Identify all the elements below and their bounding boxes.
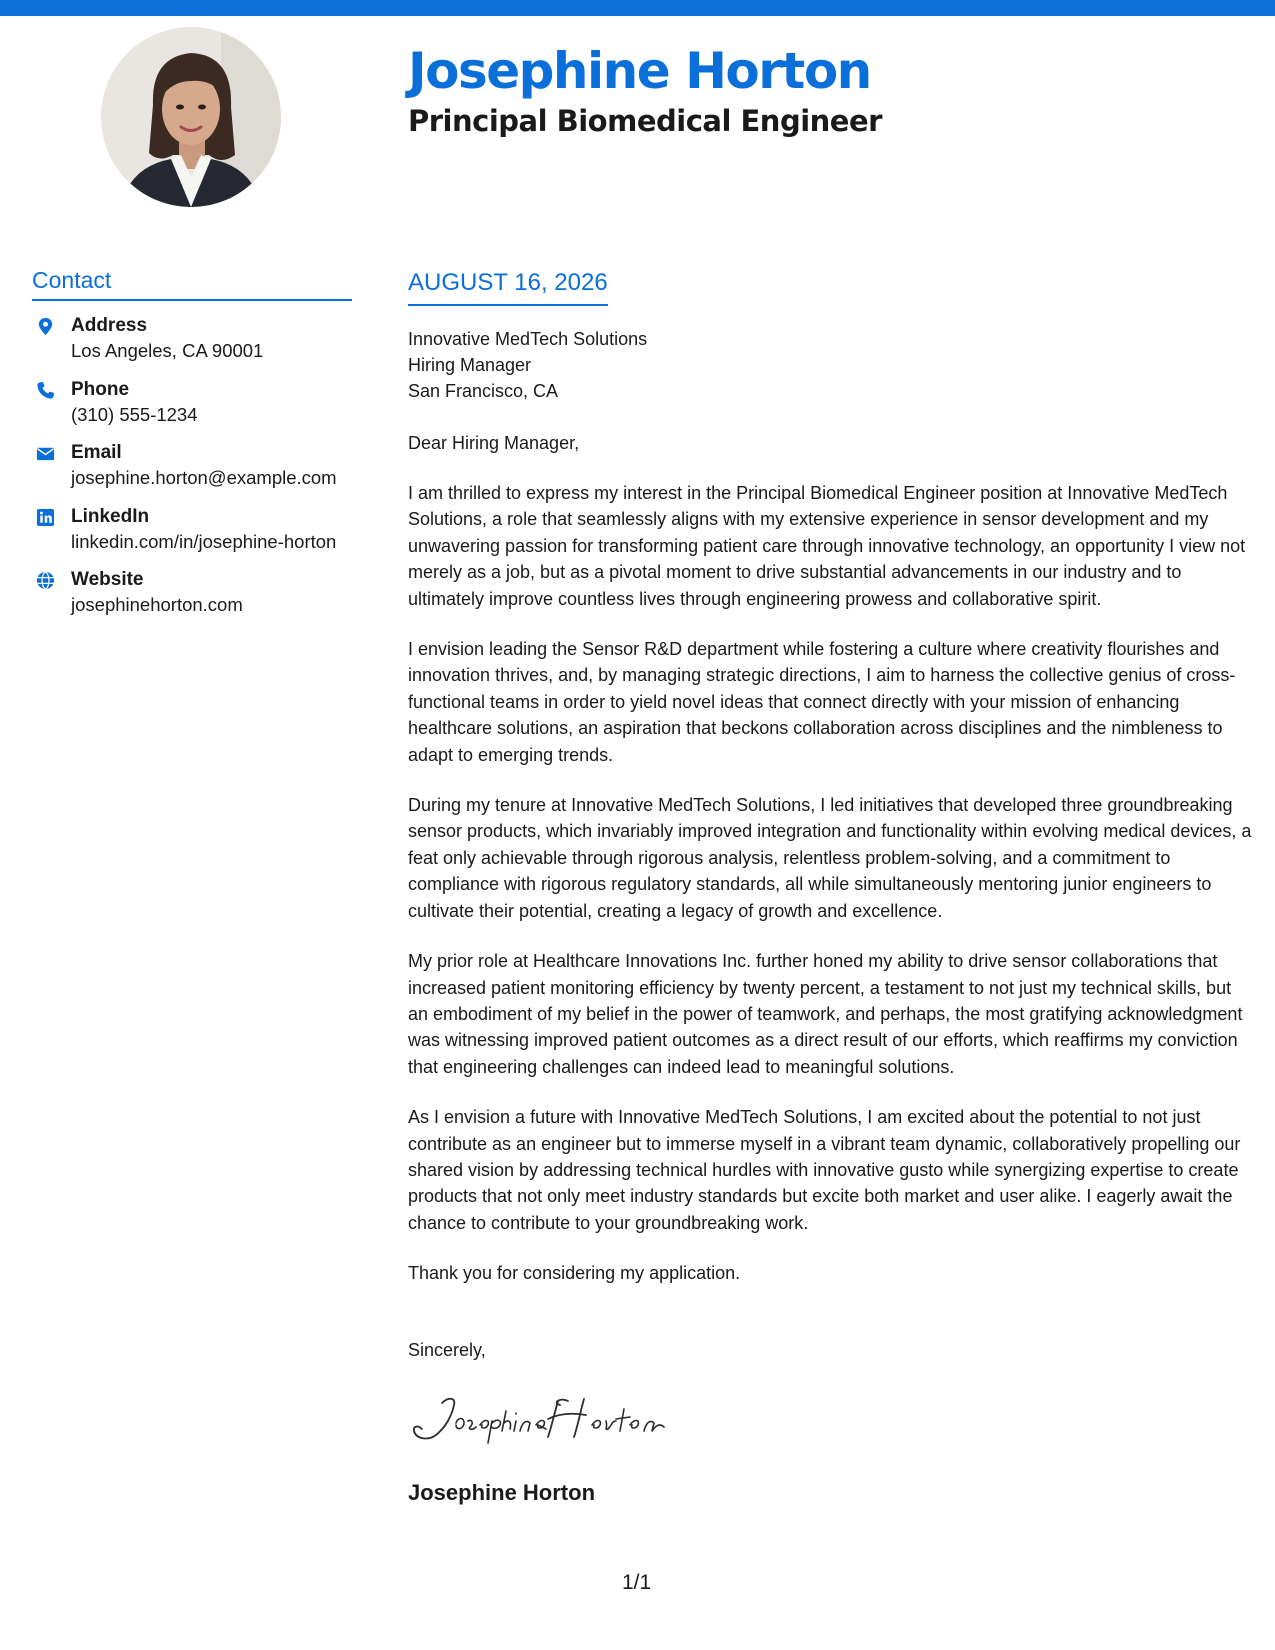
signer-name: Josephine Horton [408, 1479, 596, 1505]
contact-value: Los Angeles, CA 90001 [71, 340, 264, 361]
envelope-icon [36, 444, 55, 463]
recipient-company: Innovative MedTech Solutions [408, 329, 648, 349]
applicant-title: Principal Biomedical Engineer [408, 104, 882, 138]
handwritten-signature [408, 1391, 668, 1447]
applicant-name: Josephine Horton [408, 42, 871, 100]
letter-paragraphs [408, 480, 1253, 1287]
contact-label: LinkedIn [71, 505, 150, 527]
recipient-location: San Francisco, CA [408, 381, 559, 401]
globe-icon [36, 571, 55, 590]
letter-greeting: Dear Hiring Manager, [408, 433, 580, 453]
contact-label: Email [71, 442, 122, 463]
contact-item-linkedin [32, 505, 352, 569]
letter-paragraph: During my tenure at Innovative MedTech Solutions, I led initiatives that developed three groundbreaking sensor products, which invariably improved integration and functionality within evolving medical devices, a feat only achievable through rigorous analysis, relentless problem-solving, and a commitment to compliance with rigorous regulatory standards, all while simultaneously mentoring junior engineers to cultivate their potential, creating a legacy of growth and excellence. [408, 795, 1252, 921]
contact-item-phone [32, 378, 352, 442]
phone-icon [36, 381, 55, 400]
letter-paragraph: As I envision a future with Innovative MedTech Solutions, I am excited about the potential to not just contribute as an engineer but to immerse myself in a vibrant team dynamic, collaboratively propelling our shared vision by addressing technical hurdles with innovative gusto while synergizing expertise to create products that not only meet industry standards but excite both market and user alike. I eagerly await the chance to contribute to your groundbreaking work. [408, 1107, 1241, 1233]
letter-paragraph: I envision leading the Sensor R&D department while fostering a culture where creativity flourishes and innovation thrives, and, by managing strategic directions, I aim to harness the collective genius of cross-functional teams in order to yield novel ideas that connect directly with your mission of enhancing healthcare solutions, an aspiration that beckons collaboration across disciplines and the nimbleness to adapt to emerging trends. [408, 639, 1236, 765]
contact-label: Address [71, 315, 148, 336]
letter-paragraph: I am thrilled to express my interest in the Principal Biomedical Engineer position at Innovative MedTech Solutions, a role that seamlessly aligns with my extensive experience in sensor development and my unwavering passion for transforming patient care through innovative technology, an opportunity I view not merely as a job, but as a pivotal moment to drive substantial advancements in our industry and to ultimately improve countless lives through engineering prowess and collaborative spirit. [408, 483, 1246, 609]
letter-date: AUGUST 16, 2026 [408, 268, 608, 306]
letter-paragraph: My prior role at Healthcare Innovations Inc. further honed my ability to drive sensor collaborations that increased patient monitoring efficiency by twenty percent, a testament to not just my technical skills, but an embodiment of my belief in the power of teamwork, and perhaps, the most gratifying acknowledgment was witnessing improved patient outcomes as a direct result of our efforts, which reaffirms my conviction that engineering challenges can indeed lead to meaningful solutions. [408, 951, 1243, 1077]
letter-closing: Sincerely, [408, 1339, 486, 1360]
recipient-block [408, 326, 1253, 404]
contact-sidebar [32, 266, 352, 632]
contact-heading: Contact [32, 266, 352, 301]
contact-label: Website [71, 569, 144, 590]
contact-label: Phone [71, 378, 130, 400]
letter-paragraph: Thank you for considering my application. [408, 1263, 741, 1284]
contact-item-address [32, 314, 352, 378]
page-number: 1/1 [622, 1571, 652, 1594]
map-pin-icon [36, 317, 55, 336]
contact-value: (310) 555-1234 [71, 403, 198, 425]
profile-photo [101, 27, 281, 207]
top-accent-bar [0, 0, 1275, 16]
contact-value: linkedin.com/in/josephine-horton [71, 530, 337, 552]
letter-body [408, 268, 1253, 1507]
contact-item-email [32, 441, 352, 505]
contact-value: josephine.horton@example.com [71, 467, 337, 488]
linkedin-icon [36, 508, 55, 527]
contact-list [32, 314, 352, 632]
contact-value: josephinehorton.com [71, 594, 243, 615]
recipient-role: Hiring Manager [408, 355, 532, 375]
contact-item-website [32, 568, 352, 632]
